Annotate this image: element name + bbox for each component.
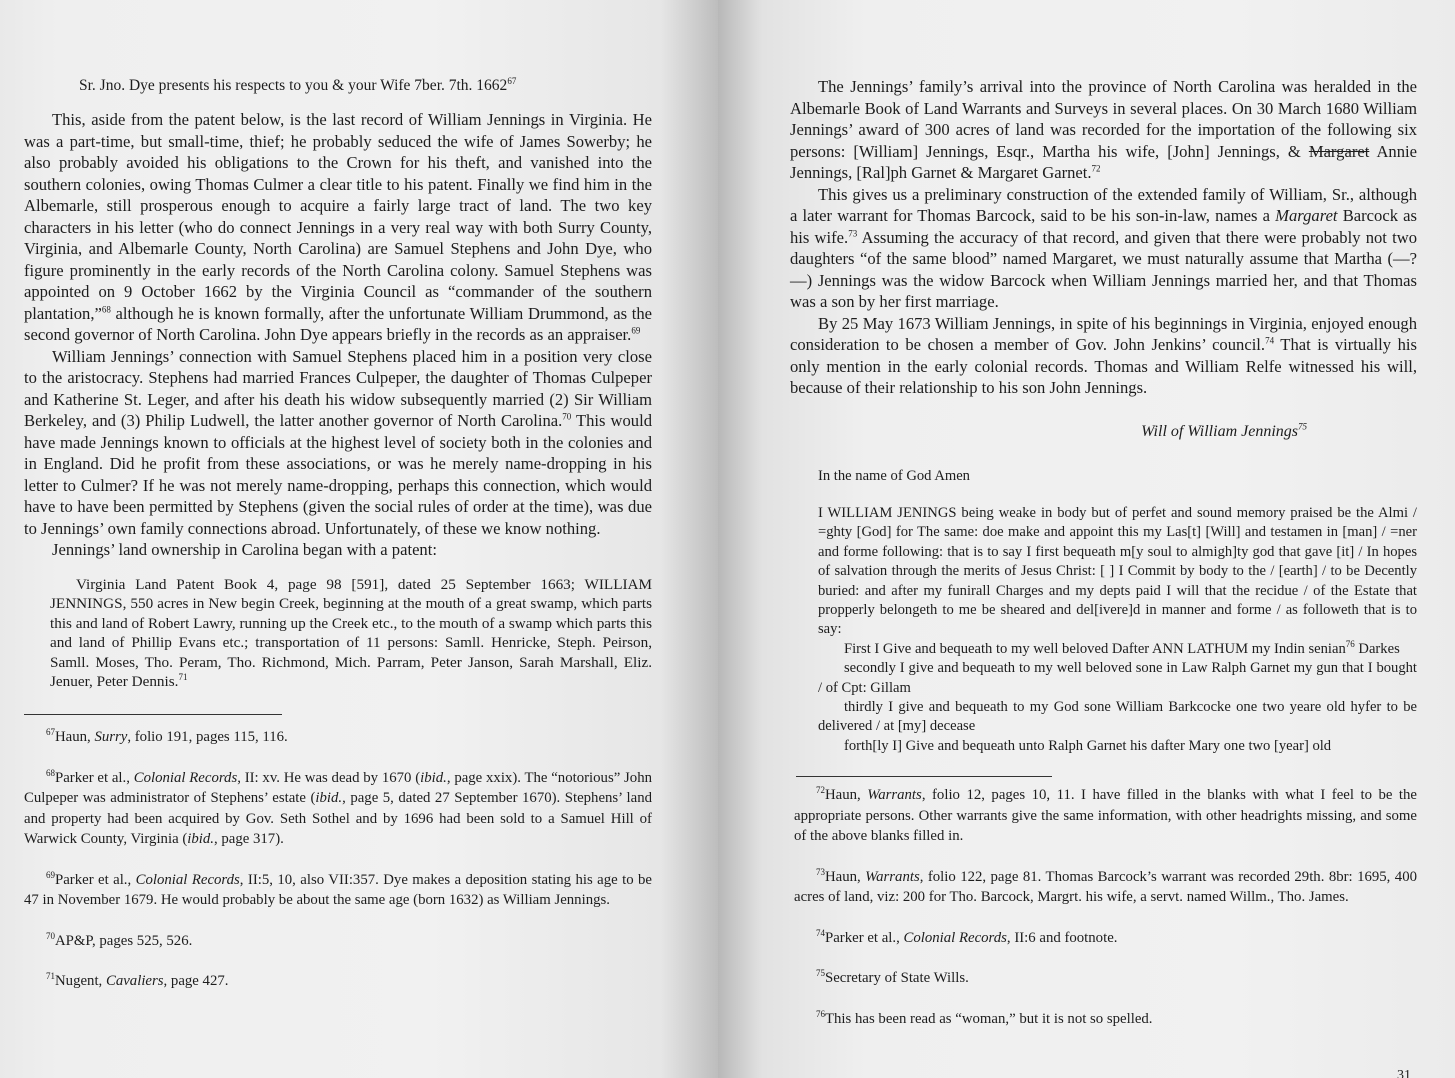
left-page: [0, 0, 718, 1078]
footnote-69: $^{69}$Parker et al., Colonial Records, II:5, 10, also VII:357. Dye makes a deposition stating his age to be 47 in November 1679. He would probably be about the same age (born 1632) as William Jennings.: [24, 869, 652, 909]
right-paragraph-2: This gives us a preliminary construction of the extended family of William, Sr., although a later warrant for Thomas Barcock, said to be his son-in-law, names a Margaret Barcock as his wife.$^{73}$ Assuming the accuracy of that record, and given that there were probably not two daughters “of the same blood” named Margaret, we must naturally assume that Martha (—?—) Jennings was the widow Barcock when William Jennings married her, and that Thomas was a son by her first marriage.: [790, 184, 1417, 311]
page-number: 31: [1397, 1068, 1411, 1078]
footnote-ref: 75: [1298, 421, 1307, 432]
footnote-67: $^{67}$Haun, Surry, folio 191, pages 115, 116.: [46, 727, 288, 746]
footnote-ref: 68: [101, 303, 111, 314]
footnote-ref: 67: [507, 75, 517, 86]
footnotes-left: [24, 727, 652, 992]
footnote-ref: 69: [631, 325, 641, 336]
paragraph-2: William Jennings’ connection with Samuel Stephens placed him in a position very close to the aristocracy. Stephens had married Frances Culpeper, the daughter of Thomas Culpeper and Katherine St. Leger, and after his death his widow subsequently married (2) Sir William Berkeley, and (3) Philip Ludwell, the latter another governor of North Carolina.$^{70}$ This would have made Jennings known to officials at the highest level of society both in the colonies and in England. Did he profit from these associations, or was he merely name-dropping in his letter to Culmer? If he was not merely name-dropping, perhaps this connection, which would have to have been permitted by Stephens (given the social rules of order at the time), was due to Jennings’ own family connections abroad. Unfortunately, of these we know nothing.: [24, 346, 652, 538]
footnote-ref: 73: [848, 227, 858, 238]
footnote-ref: 74: [1265, 335, 1275, 346]
footnote-72: $^{72}$Haun, Warrants, folio 12, pages 10, 11. I have filled in the blanks with what I feel to be the appropriate persons. Other warrants give the same information, with other headrights missing, and some of the above blanks filled in.: [794, 785, 1418, 845]
will-opening: In the name of God Amen: [818, 467, 970, 484]
will-body: I WILLIAM JENINGS being weake in body but of perfet and sound memory praised be the Almi / =ghty [God] for The same: doe make and appoint this my Las[t] [Will] and testamen in [man] / =ner and forme following: that is to say I first bequeath m[y soul to almigh]ty god that gave [it] / In hopes of salvation through the merits of Jesus Christ: [ ] I Commit by body to the / [earth] / to be Decently buried: and after my funirall Charges and my depts paid I will that the recidue / of the Estate that propperly belongeth to me be sheared and del[ivere]d in manner and forme / as followeth that is to say:: [818, 504, 1417, 638]
will-first-bequest: First I Give and bequeath to my well beloved Dafter ANN LATHUM my Indin senian$^{76}$ Darkes: [844, 638, 1400, 657]
paragraph-1: This, aside from the patent below, is the last record of William Jennings in Virginia. He was a part-time, but small-time, thief; he probably seduced the wife of James Sowerby; he also probably avoided his obligations to the Crown for his theft, and vanished into the southern colonies, owing Thomas Culmer a clear title to his patent. Finally we find him in the Albemarle, still prosperous enough to acquire a fairly large tract of land. The two key characters in his letter (who do connect Jennings in a very real way with both Surry County, Virginia, and Albemarle County, North Carolina) are Samuel Stephens and John Dye, who figure prominently in the early records of the North Carolina colony. Samuel Stephens was appointed on 9 October 1662 by the Virginia Council as “commander of the southern plantation,”$^{68}$ although he is known formally, after the unfortunate William Drummond, as the second governor of North Carolina. John Dye appears briefly in the records as an appraiser.$^{69}$: [24, 110, 652, 344]
patent-quote: Virginia Land Patent Book 4, page 98 [591], dated 25 September 1663; WILLIAM JENNINGS, 550 acres in New begin Creek, beginning at the mouth of a great swamp, which parts this and land of Robert Lawry, running up the Creek etc., to the mouth of a swamp which parts this and land of Phillip Evans etc.; transportation of 11 persons: Samll. Henricke, Steph. Peirson, Samll. Moses, Tho. Peram, Tho. Richmond, Mich. Parram, Peter Janson, Sarah Marshall, Eliz. Jenuer, Peter Dennis.$^{71}$: [50, 575, 652, 691]
footnote-71: $^{71}$Nugent, Cavaliers, page 427.: [46, 971, 229, 990]
salutation-line: Sr. Jno. Dye presents his respects to you & your Wife 7ber. 7th. 1662$^{67}$: [79, 75, 517, 94]
footnote-70: $^{70}$AP&P, pages 525, 526.: [46, 930, 193, 949]
footnote-rule: [796, 776, 1052, 777]
footnote-76: $^{76}$This has been read as “woman,” but it is not so spelled.: [816, 1008, 1153, 1027]
right-paragraph-1: The Jennings’ family’s arrival into the province of North Carolina was heralded in the Albemarle Book of Land Warrants and Surveys in several places. On 30 March 1680 William Jennings’ award of 300 acres of land was recorded for the importation of the following six persons: [William] Jennings, Esqr., Martha his wife, [John] Jennings, & Margaret Annie Jennings, [Ral]ph Garnet & Margaret Garnet.$^{72}$: [790, 77, 1417, 182]
footnote-ref: 72: [1091, 163, 1101, 174]
will-second-bequest: secondly I give and bequeath to my well beloved sone in Law Ralph Garnet my gun that I bought / of Cpt: Gillam: [818, 660, 1417, 696]
footnote-73: $^{73}$Haun, Warrants, folio 122, page 81. Thomas Barcock’s warrant was recorded 29th. 8br: 1695, 400 acres of land, viz: 200 for Tho. Barcock, Margrt. his wife, a servt. named Willm., Tho. James.: [794, 866, 1417, 906]
will-fourth-bequest: forth[ly I] Give and bequeath unto Ralph Garnet his dafter Mary one two [year] old: [844, 737, 1332, 754]
footnote-74: $^{74}$Parker et al., Colonial Records, II:6 and footnote.: [816, 927, 1118, 946]
footnote-75: $^{75}$Secretary of State Wills.: [816, 968, 969, 987]
will-text: [790, 467, 1417, 757]
footnote-rule: [24, 714, 282, 715]
right-page: [718, 0, 1455, 1078]
paragraph-3: Jennings’ land ownership in Carolina began with a patent:: [52, 540, 437, 559]
right-paragraph-3: By 25 May 1673 William Jennings, in spite of his beginnings in Virginia, enjoyed enough consideration to be chosen a member of Gov. John Jenkins’ council.$^{74}$ That is virtually his only mention in the early colonial records. Thomas and William Relfe witnessed his will, because of their relationship to his son John Jennings.: [790, 313, 1417, 397]
footnote-ref: 70: [562, 411, 572, 422]
will-heading: Will of William Jennings$^{75}$: [1141, 421, 1307, 440]
footnotes-right: [790, 785, 1417, 1029]
footnote-ref: 71: [178, 672, 188, 683]
footnote-ref: 76: [1345, 638, 1355, 649]
footnote-68: $^{68}$Parker et al., Colonial Records, II: xv. He was dead by 1670 (ibid., page xxix). The “notorious” John Culpeper was administrator of Stephens’ estate (ibid., page 5, dated 27 September 1670). Stephens’ land and property had been acquired by Gov. Seth Sothel and by 1696 had been sold to a Samuel Hill of Warwick County, Virginia (ibid., page 317).: [24, 767, 652, 848]
will-third-bequest: thirdly I give and bequeath to my God sone William Barkcocke one two yeare old hyfer to be delivered / at [my] decease: [818, 698, 1417, 735]
